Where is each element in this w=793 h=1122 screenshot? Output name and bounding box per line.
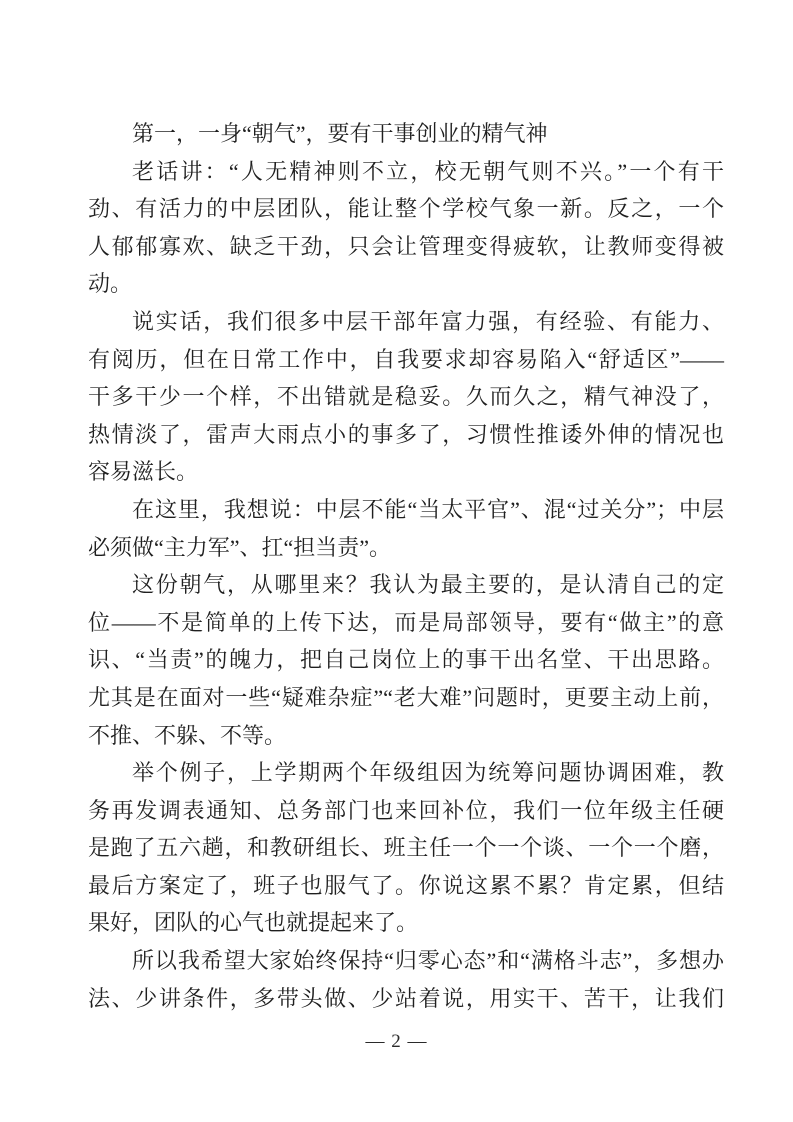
text-line: 必须做“主力军”、扛“担当责”。 xyxy=(88,534,392,560)
text-line: 热情淡了，雷声大雨点小的事多了，习惯性推诿外伸的情况也 xyxy=(88,421,724,447)
text-line: 这份朝气，从哪里来？我认为最主要的，是认清自己的定 xyxy=(132,572,724,598)
text-line: 说实话，我们很多中层干部年富力强，有经验、有能力、 xyxy=(132,308,724,334)
text-line: 动。 xyxy=(88,271,133,297)
text-line: 人郁郁寡欢、缺乏干劲，只会让管理变得疲软，让教师变得被 xyxy=(88,233,724,259)
text-line: 位——不是简单的上传下达，而是局部领导，要有“做主”的意 xyxy=(88,609,724,635)
text-line: 果好，团队的心气也就提起来了。 xyxy=(88,910,419,936)
text-line: 最后方案定了，班子也服气了。你说这累不累？肯定累，但结 xyxy=(88,872,724,898)
document-body xyxy=(88,115,724,1017)
page-number: — 2 — xyxy=(365,1031,428,1052)
text-line: 老话讲：“人无精神则不立，校无朝气则不兴。”一个有干 xyxy=(132,158,724,184)
text-line: 劲、有活力的中层团队，能让整个学校气象一新。反之，一个 xyxy=(88,196,724,222)
text-line: 举个例子，上学期两个年级组因为统筹问题协调困难，教 xyxy=(132,760,724,786)
page-footer xyxy=(0,1031,793,1053)
text-line: 是跑了五六趟，和教研组长、班主任一个一个谈、一个一个磨， xyxy=(88,835,724,861)
text-line: 尤其是在面对一些“疑难杂症”“老大难”问题时，更要主动上前， xyxy=(88,684,724,710)
text-line: 有阅历，但在日常工作中，自我要求却容易陷入“舒适区”—— xyxy=(88,346,724,372)
text-line: 干多干少一个样，不出错就是稳妥。久而久之，精气神没了， xyxy=(88,384,724,410)
text-line: 不推、不躲、不等。 xyxy=(88,722,287,748)
text-line: 务再发调表通知、总务部门也来回补位，我们一位年级主任硬 xyxy=(88,797,724,823)
text-line: 容易滋长。 xyxy=(88,459,199,485)
text-line: 识、“当责”的魄力，把自己岗位上的事干出名堂、干出思路。 xyxy=(88,647,724,673)
text-line: 法、少讲条件，多带头做、少站着说，用实干、苦干，让我们 xyxy=(88,985,724,1011)
text-line: 第一，一身“朝气”，要有干事创业的精气神 xyxy=(132,121,548,146)
text-line: 所以我希望大家始终保持“归零心态”和“满格斗志”，多想办 xyxy=(132,948,724,974)
text-line: 在这里，我想说：中层不能“当太平官”、混“过关分”；中层 xyxy=(132,496,724,522)
